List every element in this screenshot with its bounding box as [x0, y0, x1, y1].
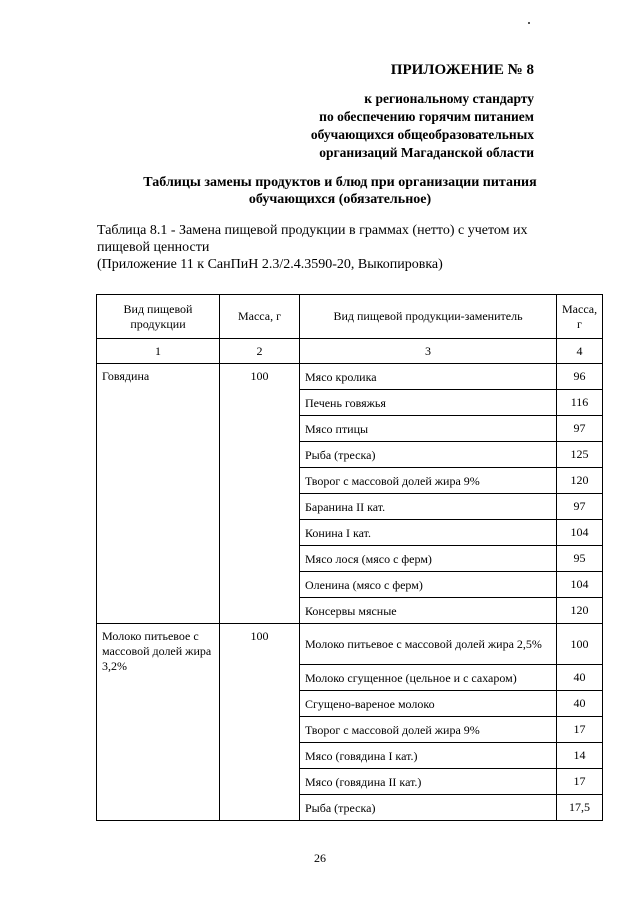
substitute-mass-cell: 17: [557, 717, 603, 743]
product-cell: Молоко питьевое с массовой долей жира 3,2%: [97, 624, 220, 821]
substitute-mass-cell: 97: [557, 494, 603, 520]
appendix-line: обучающихся общеобразовательных: [310, 127, 534, 142]
substitute-cell: Мясо кролика: [300, 364, 557, 390]
appendix-line: организаций Магаданской области: [319, 145, 534, 160]
table-row: [97, 364, 603, 390]
substitute-mass-cell: 120: [557, 598, 603, 624]
substitute-cell: Мясо (говядина I кат.): [300, 743, 557, 769]
substitute-cell: Рыба (треска): [300, 795, 557, 821]
substitute-mass-cell: 100: [557, 624, 603, 665]
substitute-mass-cell: 17,5: [557, 795, 603, 821]
substitute-mass-cell: 104: [557, 572, 603, 598]
product-mass-cell: 100: [220, 624, 300, 821]
page-number: 26: [314, 851, 326, 865]
substitute-mass-cell: 40: [557, 691, 603, 717]
substitute-mass-cell: 120: [557, 468, 603, 494]
column-header: Вид пищевой продукции: [97, 295, 220, 339]
appendix-number: ПРИЛОЖЕНИЕ № 8: [390, 62, 534, 78]
substitute-mass-cell: 14: [557, 743, 603, 769]
title-line: обучающихся (обязательное): [248, 192, 432, 207]
substitute-mass-cell: 95: [557, 546, 603, 572]
substitute-cell: Печень говяжья: [300, 390, 557, 416]
product-cell: Говядина: [97, 364, 220, 624]
header-row: [97, 295, 603, 339]
index-cell: 2: [220, 339, 300, 364]
substitute-cell: Баранина II кат.: [300, 494, 557, 520]
index-cell: 1: [97, 339, 220, 364]
index-cell: 4: [557, 339, 603, 364]
appendix-line: по обеспечению горячим питанием: [319, 109, 534, 124]
index-cell: 3: [300, 339, 557, 364]
substitute-mass-cell: 116: [557, 390, 603, 416]
product-mass-cell: 100: [220, 364, 300, 624]
index-row: [97, 339, 603, 364]
substitute-mass-cell: 104: [557, 520, 603, 546]
column-header: Масса, г: [557, 295, 603, 339]
substitute-mass-cell: 96: [557, 364, 603, 390]
substitute-cell: Молоко питьевое с массовой долей жира 2,5%: [300, 624, 557, 665]
substitute-cell: Мясо птицы: [300, 416, 557, 442]
table-row: [97, 624, 603, 665]
caption-line: пищевой ценности: [97, 240, 210, 255]
substitute-cell: Творог с массовой долей жира 9%: [300, 717, 557, 743]
substitute-cell: Оленина (мясо с ферм): [300, 572, 557, 598]
substitute-cell: Творог с массовой долей жира 9%: [300, 468, 557, 494]
title-line: Таблицы замены продуктов и блюд при организации питания: [143, 175, 537, 190]
substitution-table: [96, 294, 603, 821]
substitute-cell: Рыба (треска): [300, 442, 557, 468]
document-title: [80, 174, 600, 208]
substitute-cell: Конина I кат.: [300, 520, 557, 546]
table-caption: [97, 222, 577, 273]
column-header: Масса, г: [220, 295, 300, 339]
substitute-cell: Мясо лося (мясо с ферм): [300, 546, 557, 572]
substitute-cell: Консервы мясные: [300, 598, 557, 624]
substitute-cell: Сгущено-вареное молоко: [300, 691, 557, 717]
caption-line: Таблица 8.1 - Замена пищевой продукции в граммах (нетто) с учетом их: [97, 223, 528, 238]
substitute-mass-cell: 125: [557, 442, 603, 468]
appendix-header: [311, 62, 534, 162]
substitute-mass-cell: 40: [557, 665, 603, 691]
appendix-line: к региональному стандарту: [364, 91, 534, 106]
substitute-mass-cell: 97: [557, 416, 603, 442]
substitute-mass-cell: 17: [557, 769, 603, 795]
column-header: Вид пищевой продукции-заменитель: [300, 295, 557, 339]
substitute-cell: Мясо (говядина II кат.): [300, 769, 557, 795]
substitute-cell: Молоко сгущенное (цельное и с сахаром): [300, 665, 557, 691]
scan-speck: [528, 22, 530, 24]
caption-line: (Приложение 11 к СанПиН 2.3/2.4.3590-20, Выкопировка): [97, 257, 443, 272]
